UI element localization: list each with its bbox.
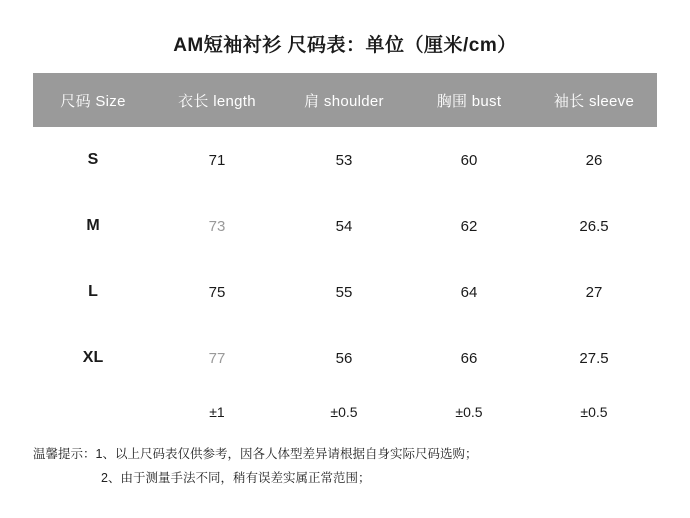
cell-sleeve: 27.5	[579, 349, 609, 367]
table-body	[33, 127, 657, 433]
notes-section	[33, 443, 657, 491]
table-row-tolerance	[33, 391, 657, 433]
table-row	[33, 325, 657, 391]
cell-sleeve: 26.5	[579, 217, 609, 235]
cell-bust: 62	[460, 217, 478, 235]
cell-shoulder: 54	[335, 217, 353, 235]
cell-size: S	[87, 151, 99, 168]
cell-shoulder: 53	[335, 151, 353, 169]
cell-shoulder: 55	[335, 283, 353, 301]
cell-bust: 64	[460, 283, 478, 301]
cell-tolerance-sleeve: ±0.5	[580, 404, 608, 420]
cell-length: 75	[208, 283, 226, 301]
table-header-row	[33, 73, 657, 127]
cell-length: 73	[208, 217, 226, 235]
table-row	[33, 259, 657, 325]
cell-length: 71	[208, 151, 226, 169]
cell-tolerance-shoulder: ±0.5	[330, 404, 358, 420]
cell-size: XL	[82, 349, 104, 366]
cell-size: L	[88, 283, 98, 300]
cell-sleeve: 27	[585, 283, 603, 301]
page-title: AM短袖衬衫 尺码表：单位（厘米/cm）	[173, 35, 517, 56]
cell-tolerance-bust: ±0.5	[455, 404, 483, 420]
size-table	[33, 73, 657, 433]
note-line-1: 温馨提示：1、以上尺码表仅供参考，因各人体型差异请根据自身实际尺码选购；	[33, 447, 478, 461]
cell-sleeve: 26	[585, 151, 603, 169]
cell-tolerance-length: ±1	[209, 404, 225, 420]
table-header	[33, 73, 657, 127]
column-header-bust: 胸围 bust	[436, 92, 502, 110]
column-header-shoulder: 肩 shoulder	[304, 92, 384, 110]
table-row	[33, 127, 657, 193]
column-header-size: 尺码 Size	[60, 92, 126, 110]
column-header-length: 衣长 length	[178, 92, 256, 110]
column-header-sleeve: 袖长 sleeve	[553, 92, 635, 110]
cell-size: M	[86, 217, 100, 234]
note-line-2: 2、由于测量手法不同，稍有误差实属正常范围；	[101, 470, 371, 485]
cell-tolerance-size	[33, 391, 153, 433]
cell-shoulder: 56	[335, 349, 353, 367]
cell-bust: 60	[460, 151, 478, 169]
cell-length: 77	[208, 349, 226, 367]
table-row	[33, 193, 657, 259]
cell-bust: 66	[460, 349, 478, 367]
